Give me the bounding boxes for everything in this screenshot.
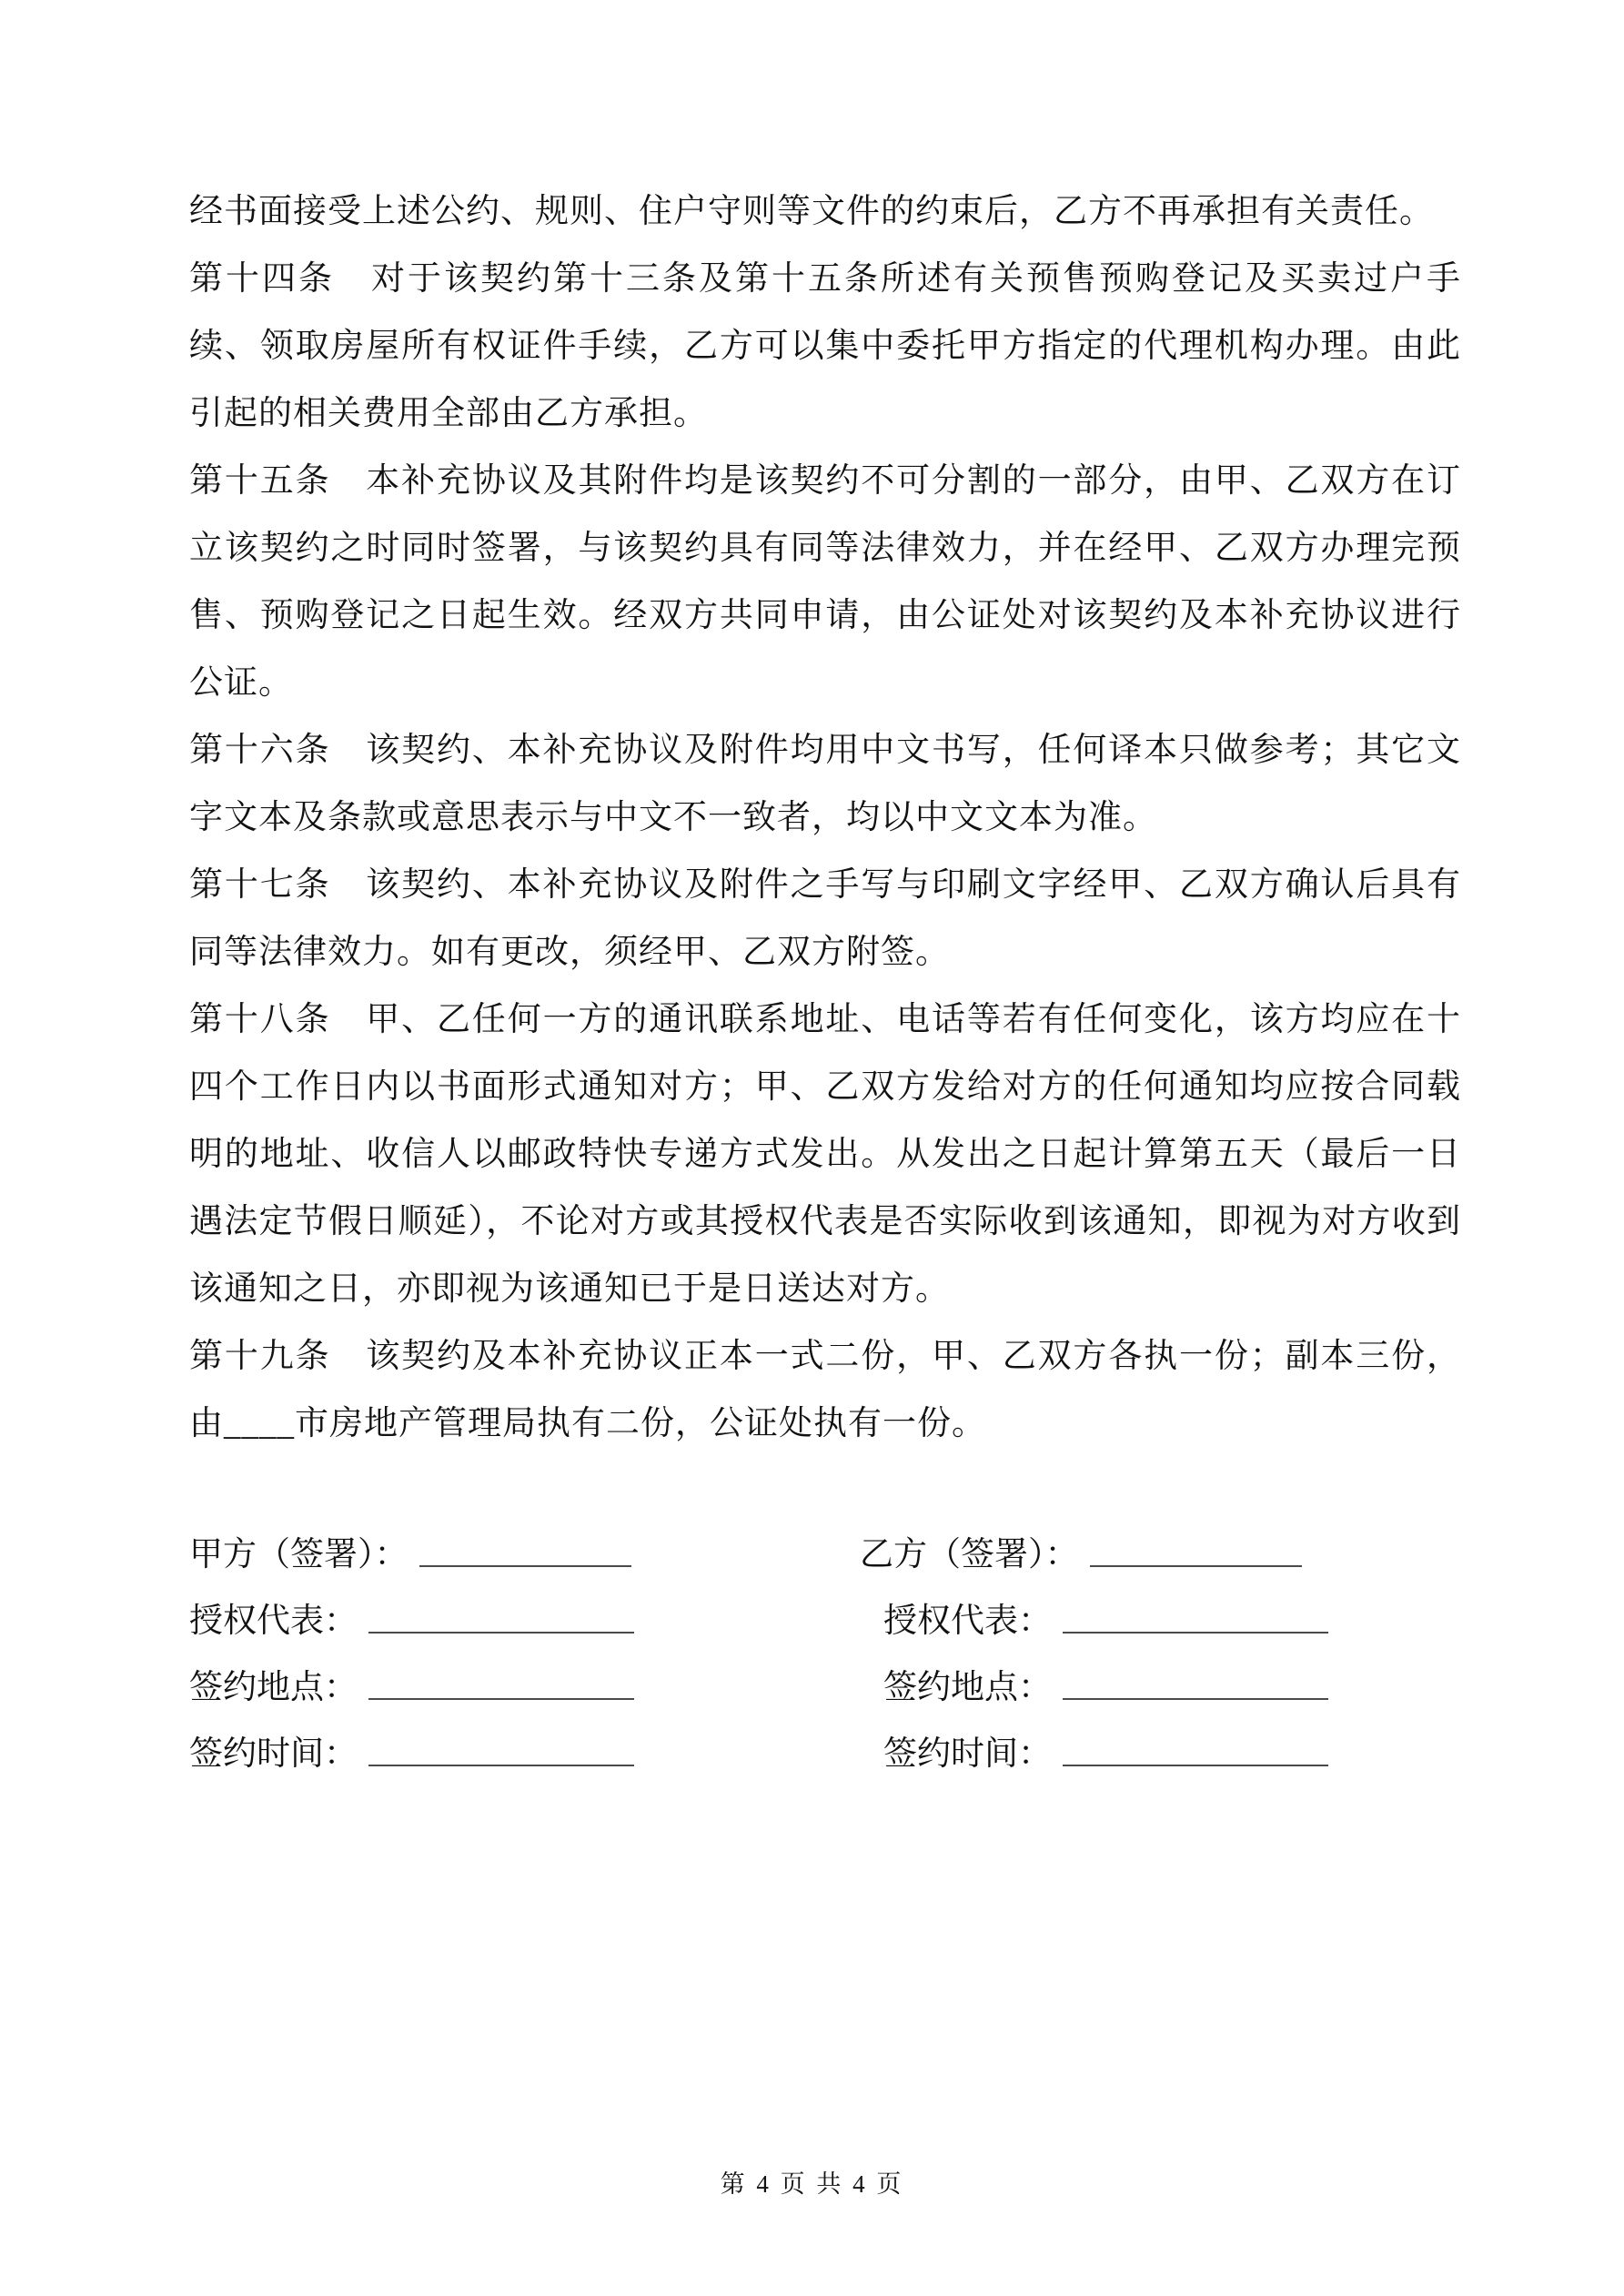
party-a-representative-row [189,1588,860,1654]
party-b-time-label: 签约时间： [883,1735,1052,1773]
party-a-representative-label: 授权代表： [189,1603,358,1640]
party-a-representative-blank [368,1604,634,1633]
page-number: 第 4 页 共 4 页 [720,2170,904,2198]
party-b-representative-row [860,1588,1461,1654]
party-b-sign-row [860,1522,1461,1588]
party-a-place-row [189,1654,860,1721]
clause-14: 第十四条 对于该契约第十三条及第十五条所述有关预售预购登记及买卖过户手续、领取房屋所有权证件手续，乙方可以集中委托甲方指定的代理机构办理。由此引起的相关费用全部由乙方承担。 [189,260,1461,432]
party-b-sign-label: 乙方（签署）： [860,1536,1079,1573]
clause-19: 第十九条 该契约及本补充协议正本一式二份，甲、乙双方各执一份；副本三份，由____市房地产管理局执有二份，公证处执有一份。 [189,1338,1461,1442]
party-a-time-row [189,1721,860,1787]
party-b-sign-blank [1090,1538,1302,1567]
party-b-representative-blank [1063,1604,1328,1633]
clause-17: 第十七条 该契约、本补充协议及附件之手写与印刷文字经甲、乙双方确认后具有同等法律效力。如有更改，须经甲、乙双方附签。 [189,866,1461,971]
party-a-time-blank [368,1737,634,1766]
party-b-representative-label: 授权代表： [883,1603,1052,1640]
party-a-sign-blank [419,1538,631,1567]
party-b-place-blank [1063,1671,1328,1700]
paragraph-continuation: 经书面接受上述公约、规则、住户守则等文件的约束后，乙方不再承担有关责任。 [189,193,1434,230]
party-b-signature-column [860,1522,1461,1787]
party-b-place-label: 签约地点： [883,1669,1052,1706]
party-a-place-label: 签约地点： [189,1669,358,1706]
party-b-place-row [860,1654,1461,1721]
party-a-place-blank [368,1671,634,1700]
contract-body [189,178,1461,1787]
party-a-sign-label: 甲方（签署）： [189,1536,409,1573]
party-b-time-blank [1063,1737,1328,1766]
party-b-time-row [860,1721,1461,1787]
party-a-signature-column [189,1522,860,1787]
clause-15: 第十五条 本补充协议及其附件均是该契约不可分割的一部分，由甲、乙双方在订立该契约之时同时签署，与该契约具有同等法律效力，并在经甲、乙双方办理完预售、预购登记之日起生效。经双方共同申请，由公证处对该契约及本补充协议进行公证。 [189,462,1461,702]
clause-16: 第十六条 该契约、本补充协议及附件均用中文书写，任何译本只做参考；其它文字文本及条款或意思表示与中文不一致者，均以中文文本为准。 [189,732,1461,836]
signature-section [189,1522,1461,1787]
party-a-sign-row [189,1522,860,1588]
party-a-time-label: 签约时间： [189,1735,358,1773]
clause-18: 第十八条 甲、乙任何一方的通讯联系地址、电话等若有任何变化，该方均应在十四个工作日内以书面形式通知对方；甲、乙双方发给对方的任何通知均应按合同载明的地址、收信人以邮政特快专递方式发出。从发出之日起计算第五天（最后一日遇法定节假日顺延），不论对方或其授权代表是否实际收到该通知，即视为对方收到该通知之日，亦即视为该通知已于是日送达对方。 [189,1001,1461,1308]
